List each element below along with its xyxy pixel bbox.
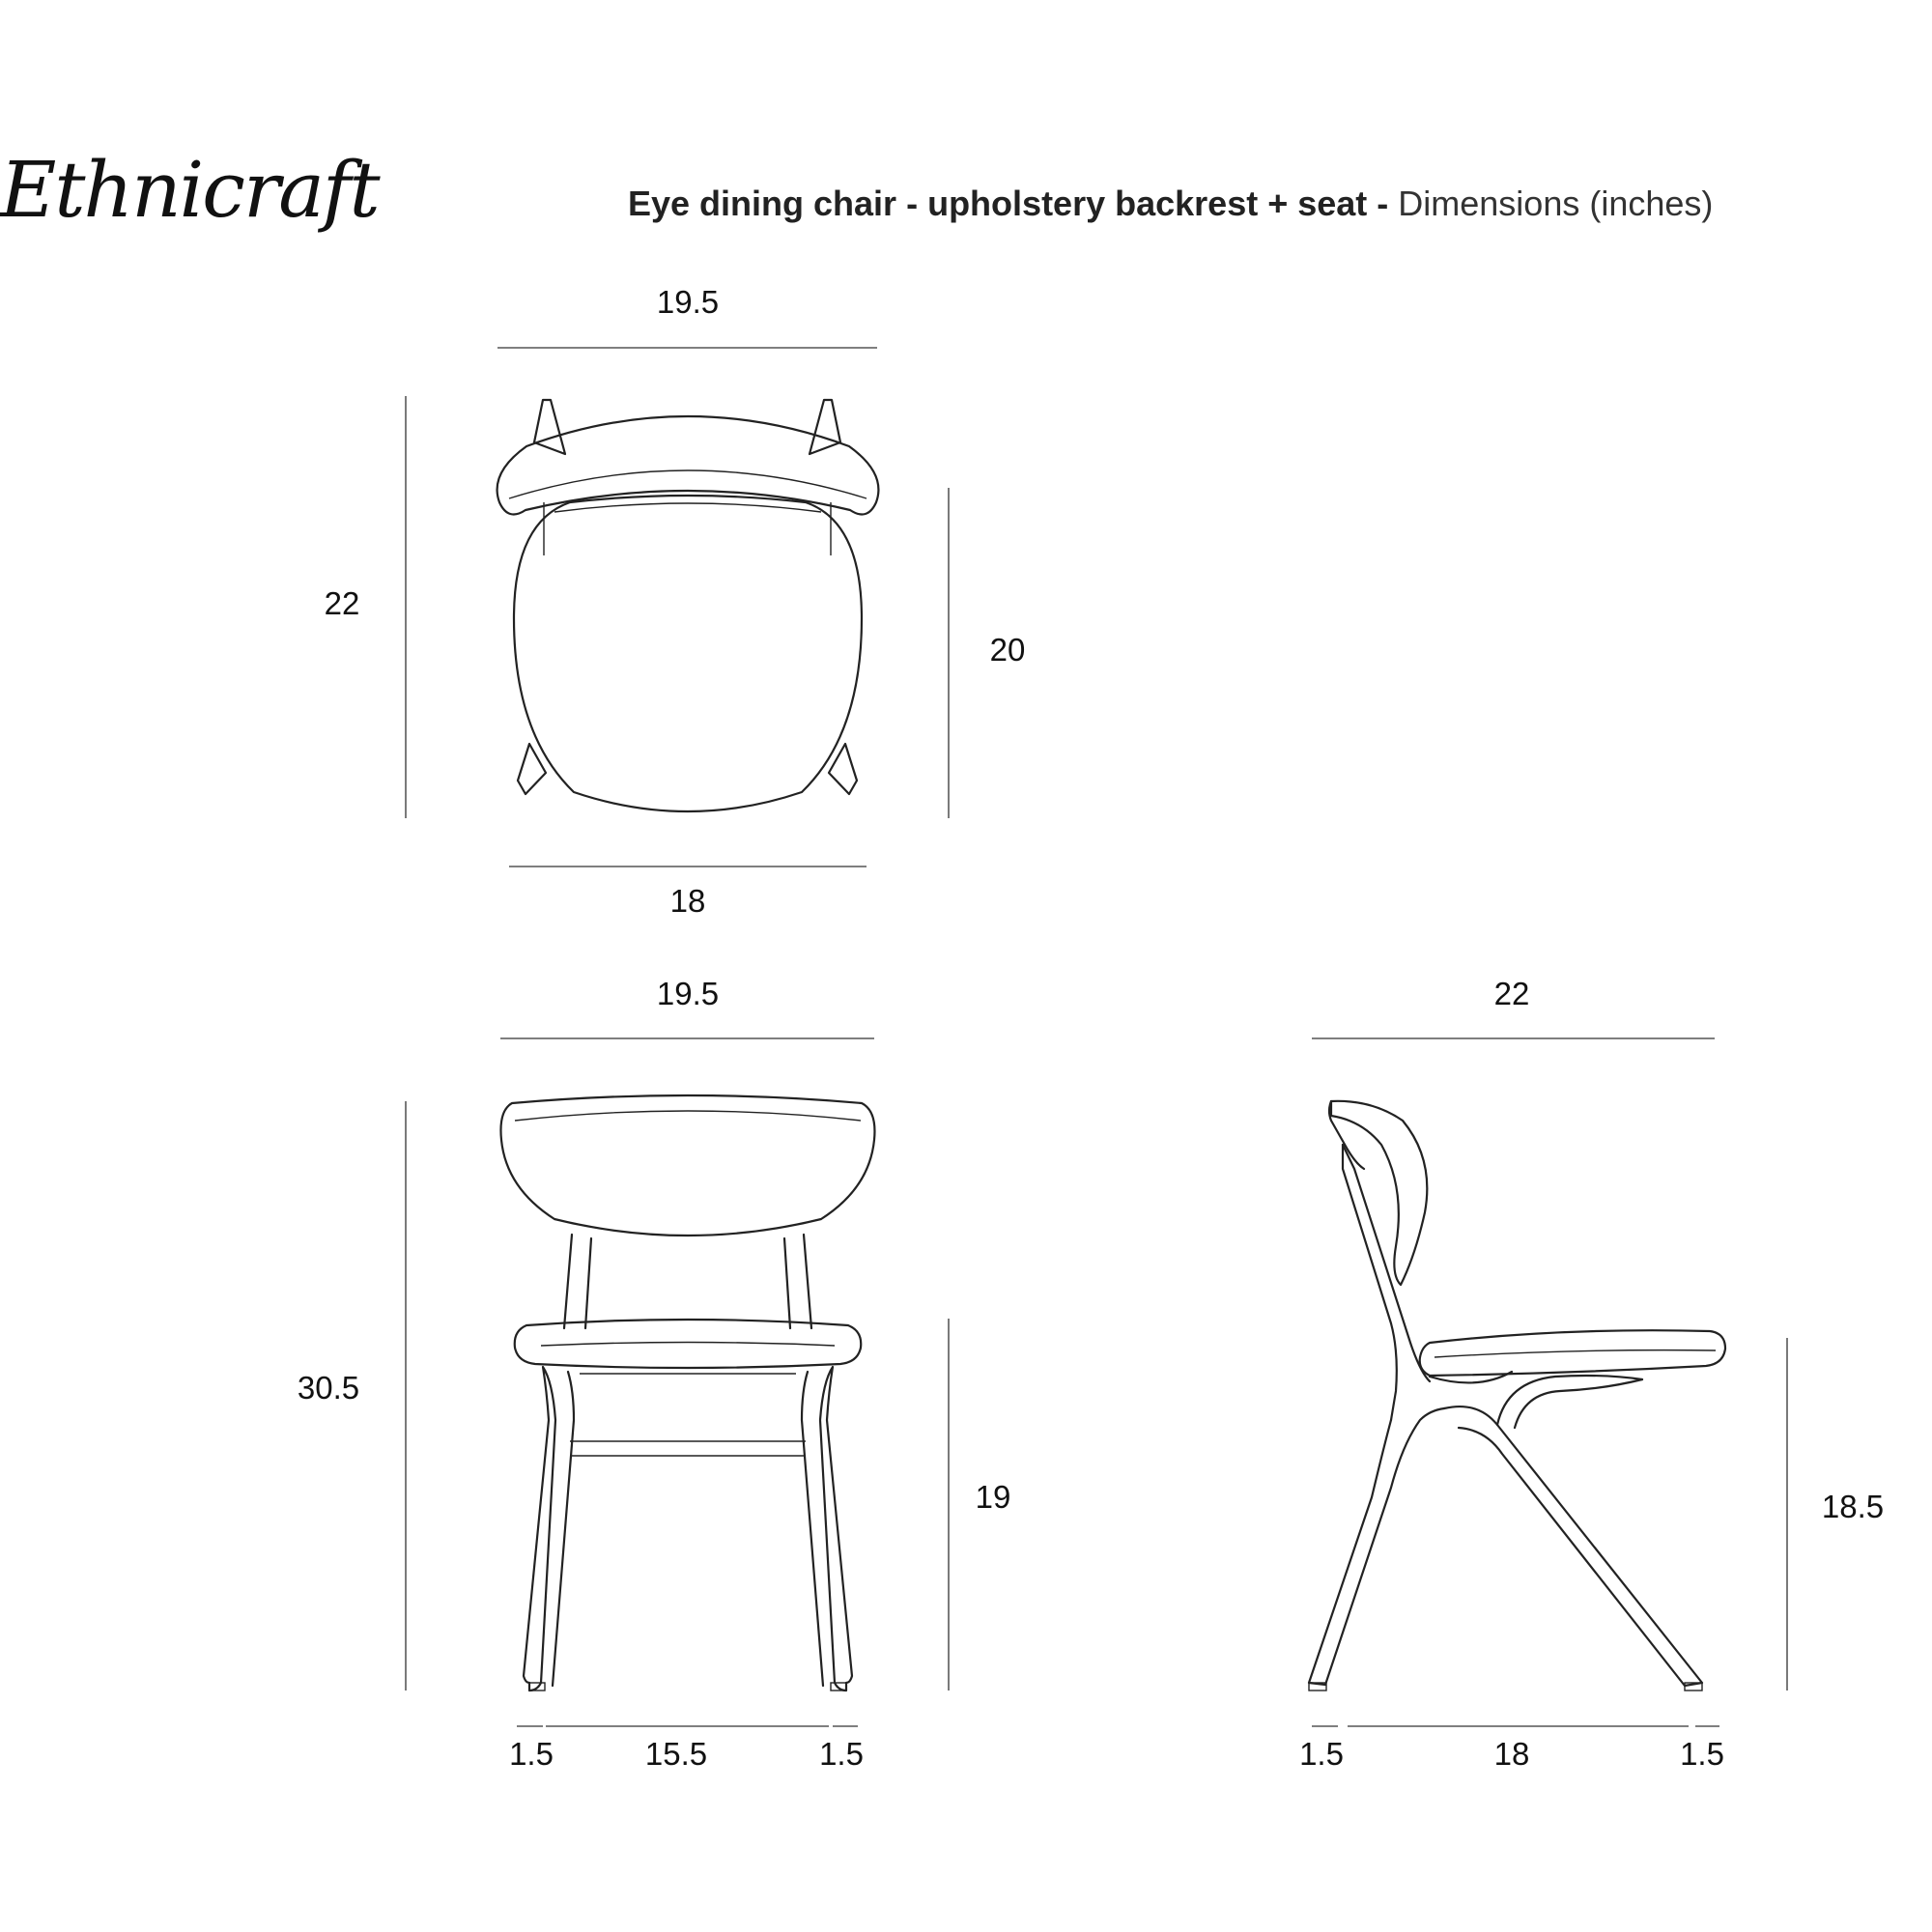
top-view-rear-leg-right <box>810 400 840 454</box>
side-view-seat <box>1420 1330 1725 1376</box>
brand-logo: Ethnicraft <box>0 145 379 235</box>
top-view-backrest <box>497 416 879 515</box>
side-view-backrest-top <box>1329 1101 1364 1169</box>
title-sep2: - <box>1367 184 1399 223</box>
front-view-seat-edge <box>541 1343 835 1347</box>
front-view-height-label: 30.5 <box>297 1370 360 1406</box>
side-view-leg-right-label: 1.5 <box>1680 1736 1724 1772</box>
side-view-leg-arch-inner <box>1515 1379 1642 1428</box>
side-view-rear-leg <box>1309 1408 1444 1685</box>
front-view-back-post-left-outer <box>564 1235 572 1328</box>
front-view-between-legs-label: 15.5 <box>644 1736 708 1772</box>
top-view-seat <box>514 496 862 811</box>
top-view-width-top-label: 19.5 <box>656 284 720 320</box>
title-product: Eye dining chair <box>628 184 897 223</box>
side-view-between-legs-label: 18 <box>1493 1736 1530 1772</box>
front-view-backrest-edge <box>515 1111 861 1121</box>
side-view-leg-left-label: 1.5 <box>1299 1736 1344 1772</box>
top-view-seat-depth-label: 20 <box>989 632 1026 668</box>
front-view-leg-left-label: 1.5 <box>509 1736 554 1772</box>
front-view-back-post-right-inner <box>784 1238 790 1328</box>
top-view-backrest-inner <box>509 470 867 498</box>
front-view-width-top-label: 19.5 <box>656 976 720 1011</box>
top-view-front-leg-left <box>518 744 546 794</box>
front-view-seat-height-label: 19 <box>975 1479 1011 1515</box>
side-view-depth-top-label: 22 <box>1493 976 1530 1011</box>
front-view-leg-left <box>524 1367 555 1690</box>
top-view-width-bottom-label: 18 <box>669 883 706 919</box>
title-unit-label: Dimensions (inches) <box>1398 184 1714 223</box>
top-view <box>406 348 949 867</box>
side-view-seat-edge <box>1435 1350 1716 1357</box>
front-view-leg-right <box>820 1367 852 1690</box>
side-view <box>1309 1038 1787 1726</box>
top-view-seat-edge <box>554 503 821 512</box>
side-view-back-post-front <box>1343 1145 1430 1381</box>
front-view-leg-right-label: 1.5 <box>819 1736 864 1772</box>
front-view <box>406 1038 949 1726</box>
title-variant: upholstery backrest + seat <box>927 184 1368 223</box>
front-view-back-post-right-outer <box>804 1235 811 1328</box>
side-view-front-leg <box>1444 1406 1702 1686</box>
front-view-seat <box>515 1320 861 1368</box>
title-sep1: - <box>896 184 928 223</box>
side-view-seat-height-label: 18.5 <box>1821 1489 1885 1524</box>
side-view-backrest <box>1331 1101 1427 1285</box>
side-view-back-post-rear <box>1343 1145 1397 1420</box>
front-view-back-post-left-inner <box>585 1238 591 1328</box>
top-view-depth-left-label: 22 <box>324 585 360 621</box>
top-view-rear-leg-left <box>534 400 565 454</box>
